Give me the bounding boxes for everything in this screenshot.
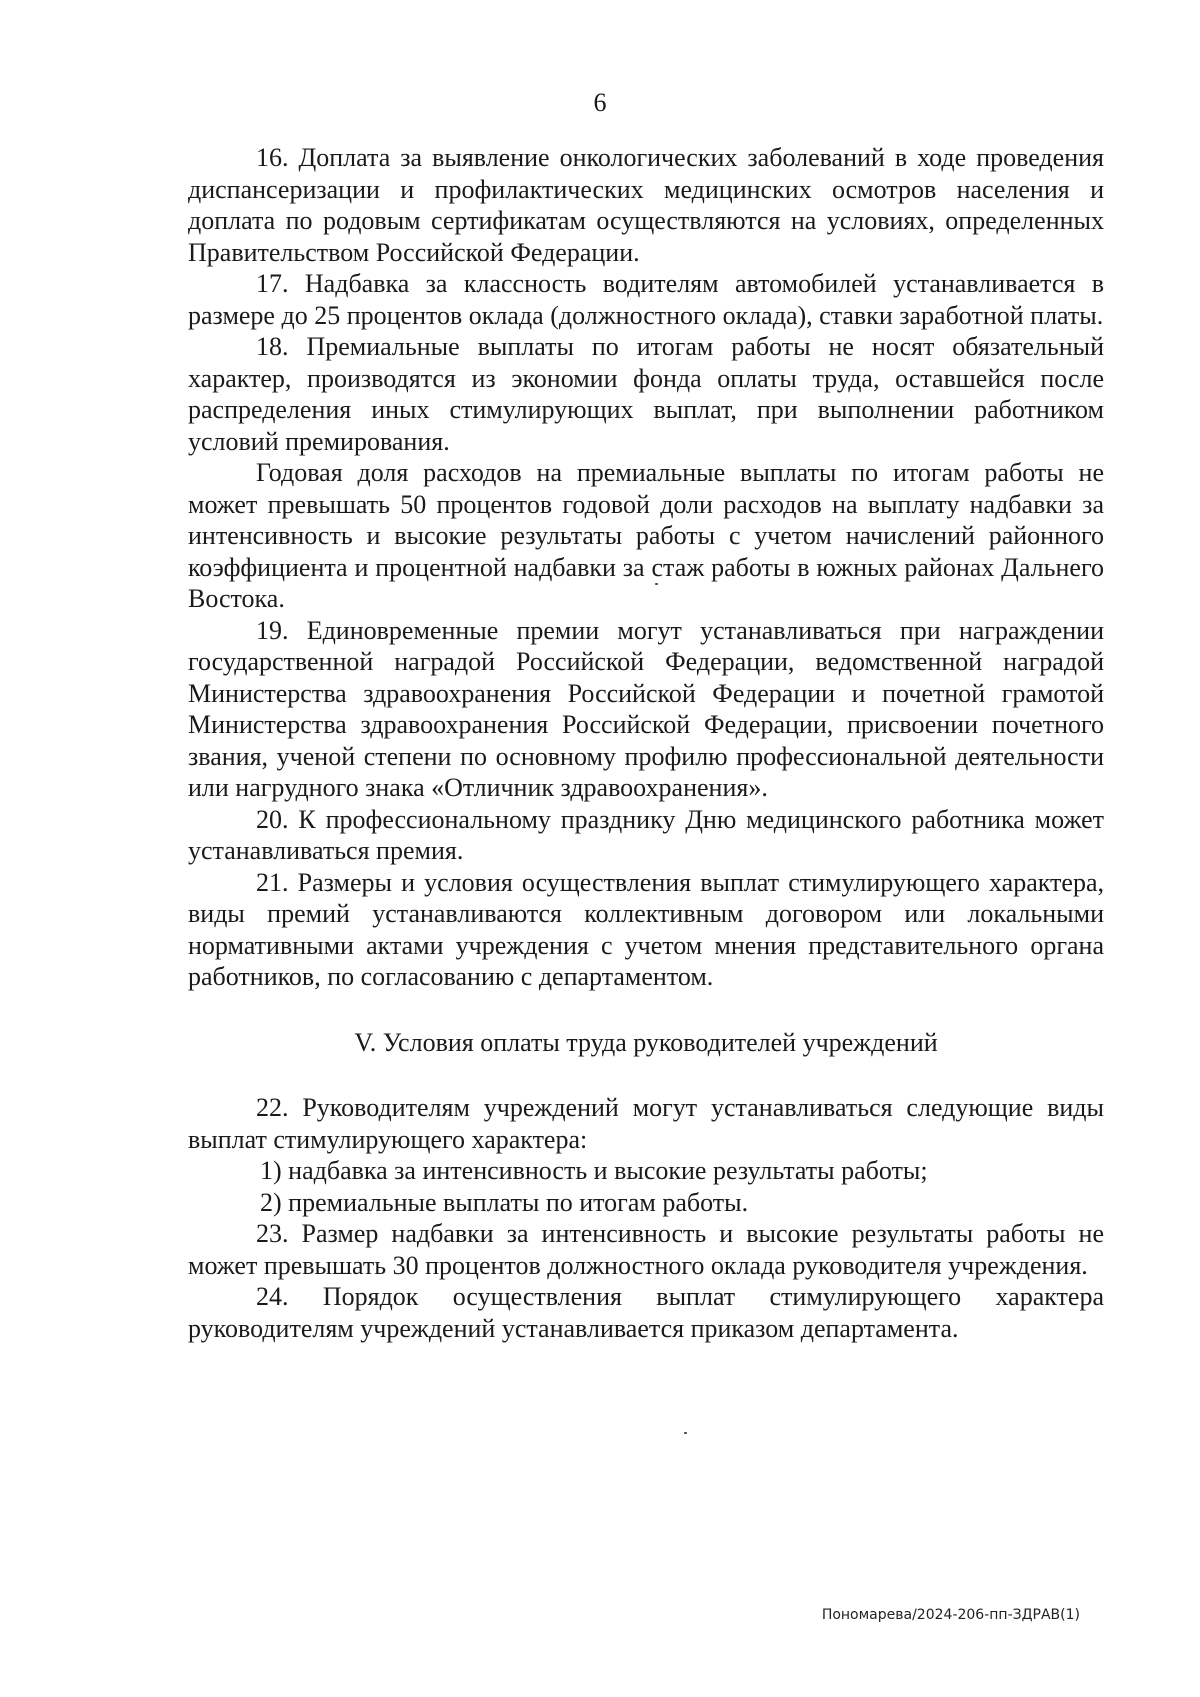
paragraph-20: 20. К профессиональному празднику Дню медицинского работника может устанавливаться премия.	[188, 804, 1104, 865]
paragraph-17: 17. Надбавка за классность водителям автомобилей устанавливается в размере до 25 процентов оклада (должностного оклада), ставки заработной платы.	[188, 269, 1104, 330]
list-item-2: 2) премиальные выплаты по итогам работы.	[260, 1187, 749, 1217]
scan-speck	[684, 1432, 687, 1434]
paragraph-22: 22. Руководителям учреждений могут устанавливаться следующие виды выплат стимулирующего характера:	[188, 1093, 1104, 1154]
document-body	[188, 142, 1104, 1344]
scan-speck	[655, 583, 658, 585]
list-item-1: 1) надбавка за интенсивность и высокие результаты работы;	[260, 1156, 928, 1185]
paragraph-24: 24. Порядок осуществления выплат стимулирующего характера руководителям учреждений устанавливается приказом департамента.	[188, 1282, 1104, 1343]
section-heading: V. Условия оплаты труда руководителей учреждений	[354, 1027, 938, 1057]
paragraph-19: 19. Единовременные премии могут устанавливаться при награждении государственной наградой Российской Федерации, ведомственной наградой Министерства здравоохранения Российской Федерации и почетной грамотой Министерства здравоохранения Российской Федерации, присвоении почетного звания, ученой степени по основному профилю профессиональной деятельности или нагрудного знака «Отличник здравоохранения».	[188, 615, 1104, 802]
paragraph-21: 21. Размеры и условия осуществления выплат стимулирующего характера, виды премий устанавливаются коллективным договором или локальными нормативными актами учреждения с учетом мнения представительного органа работников, по согласованию с департаментом.	[188, 867, 1104, 991]
paragraph-23: 23. Размер надбавки за интенсивность и высокие результаты работы не может превышать 30 процентов должностного оклада руководителя учреждения.	[188, 1219, 1104, 1280]
paragraph-18: 18. Премиальные выплаты по итогам работы не носят обязательный характер, производятся из экономии фонда оплаты труда, оставшейся после распределения иных стимулирующих выплат, при выполнении работником условий премирования.	[188, 332, 1104, 456]
footer-document-code: Пономарева/2024-206-пп-ЗДРАВ(1)	[821, 1607, 1080, 1623]
page-number: 6	[593, 88, 607, 117]
paragraph-16: 16. Доплата за выявление онкологических заболеваний в ходе проведения диспансеризации и профилактических медицинских осмотров населения и доплата по родовым сертификатам осуществляются на условиях, определенных Правительством Российской Федерации.	[188, 143, 1104, 267]
paragraph-18-annual-share: Годовая доля расходов на премиальные выплаты по итогам работы не может превышать 50 процентов годовой доли расходов на выплату надбавки за интенсивность и высокие результаты работы с учетом начислений районного коэффициента и процентной надбавки за стаж работы в южных районах Дальнего Востока.	[188, 458, 1104, 613]
